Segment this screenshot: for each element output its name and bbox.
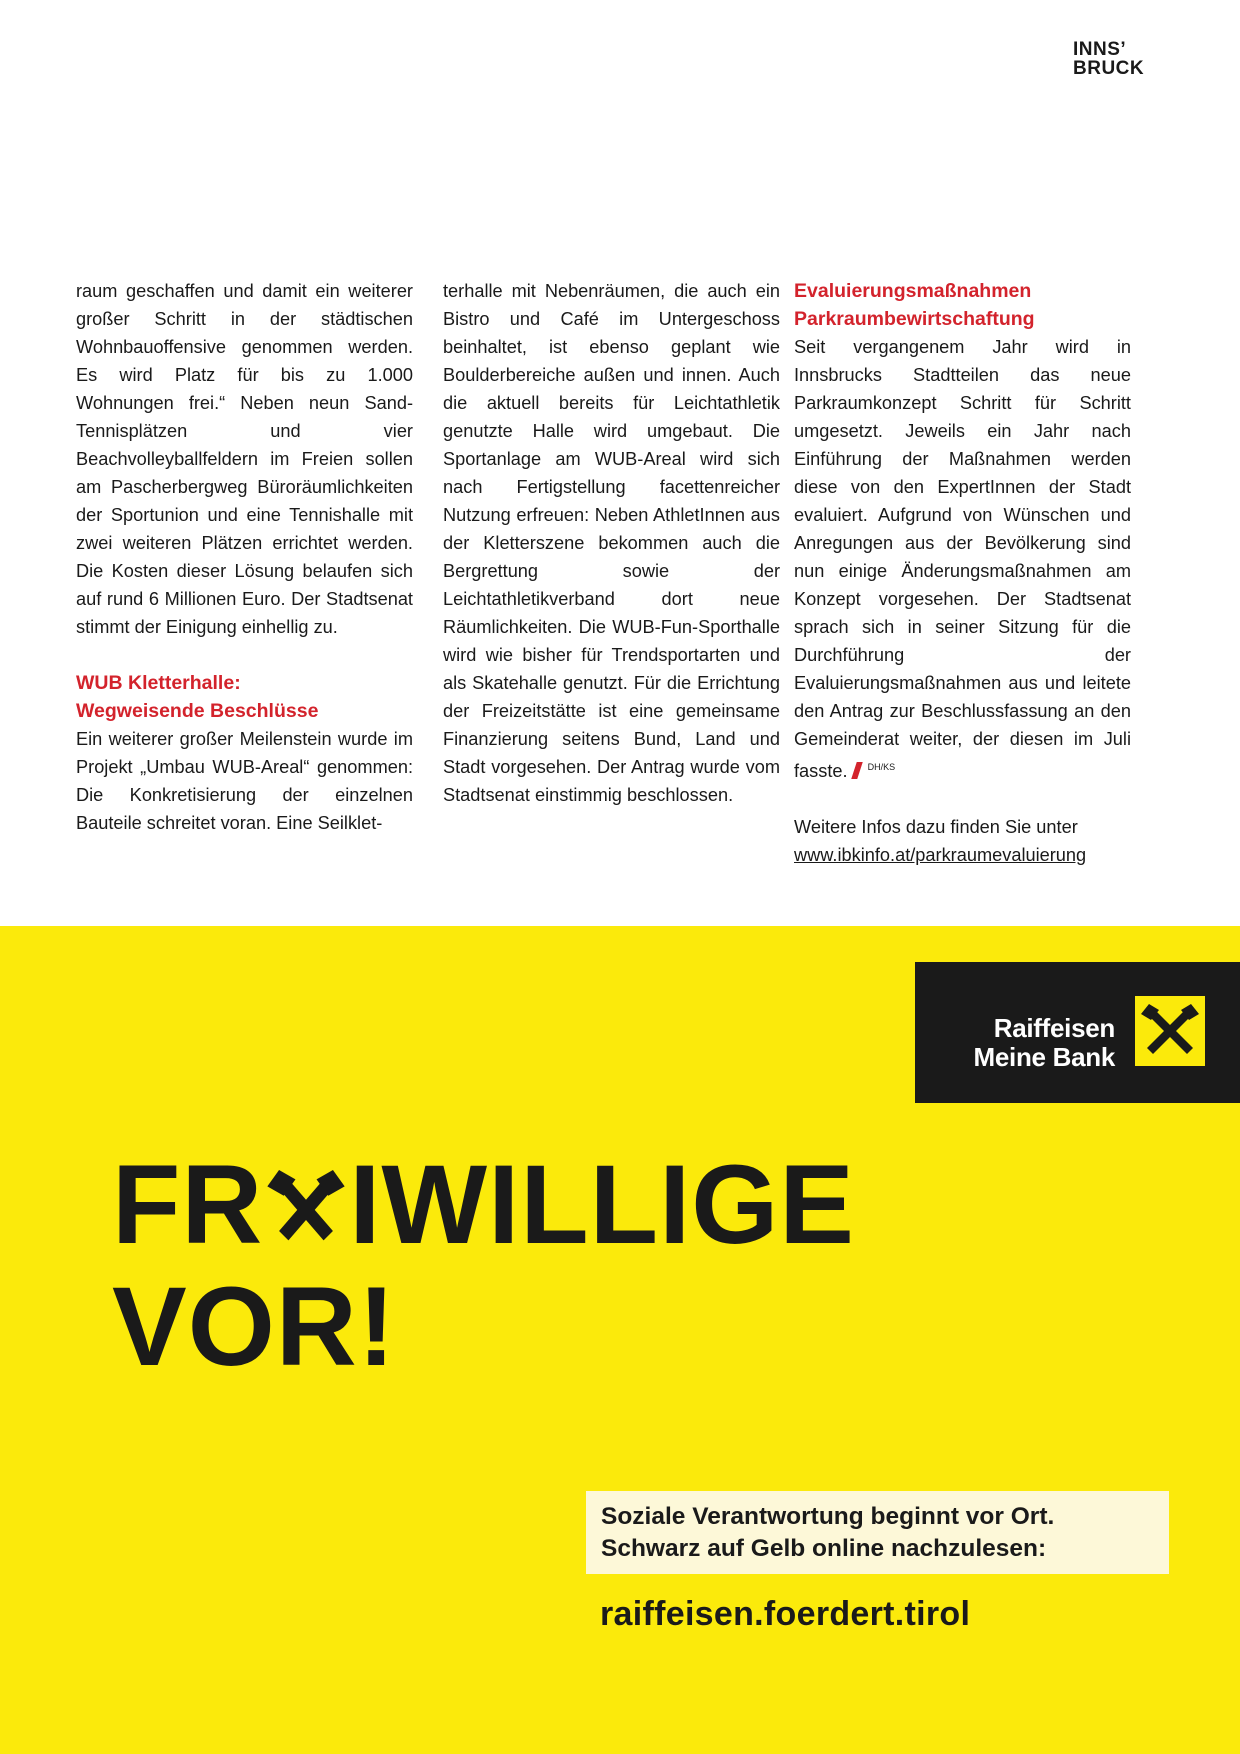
col1-heading: [76, 669, 413, 725]
ad-tagline-box: [586, 1491, 1169, 1574]
end-mark-icon: [851, 762, 863, 779]
brand-line-1: Raiffeisen: [993, 1013, 1115, 1043]
innsbruck-logo: [1073, 40, 1144, 78]
col1-heading-line-2: Wegweisende Beschlüsse: [76, 700, 319, 722]
parkraum-link[interactable]: www.ibkinfo.at/parkraumevaluierung: [794, 845, 1087, 866]
col3-heading-line-1: Evaluierungsmaßnahmen: [794, 280, 1032, 302]
tagline-line-2: Schwarz auf Gelb online nachzulesen:: [601, 1535, 1047, 1562]
ad-headline: [112, 1144, 855, 1388]
col1-paragraph-1: raum geschaffen und damit ein weiterer großer Schritt in der städtischen Wohnbauoffensive genommen werden. Es wird Platz für bis zu 1.000 Wohnungen frei.“ Neben neun Sand-Tennisplätzen und vier Beachvolleyballfeldern im Freien sollen am Pascherbergweg Büroräumlichkeiten der Sportunion und eine Tennishalle mit zwei weiteren Plätzen errichtet werden. Die Kosten dieser Lösung belaufen sich auf rund 6 Millionen Euro. Der Stadtsenat stimmt der Einigung einhellig zu.: [76, 281, 413, 637]
brand-line-2: Meine Bank: [973, 1042, 1115, 1072]
logo-line-2: BRUCK: [1073, 58, 1145, 79]
author-signature: DH/KS: [867, 762, 896, 772]
headline-part-2: IWILLIGE: [349, 1142, 856, 1267]
ad-url-link[interactable]: raiffeisen.foerdert.tirol: [600, 1595, 971, 1633]
col2-paragraph-1: terhalle mit Nebenräumen, die auch ein Bistro und Café im Untergeschoss beinhaltet, ist ebenso geplant wie Boulderbereiche außen und innen. Auch die aktuell bereits für Leichtathletik genutzte Halle wird umgebaut. Die Sportanlage am WUB-Areal wird sich nach Fertigstellung facettenreicher Nutzung erfreuen: Neben AthletInnen aus der Kletterszene bekommen auch die Bergrettung sowie der Leichtathletikverband dort neue Räumlichkeiten. Die WUB-Fun-Sporthalle wird wie bisher für Trendsportarten und als Skatehalle genutzt. Für die Errichtung der Freizeitstätte ist eine gemeinsame Finanzierung seitens Bund, Land und Stadt vorgesehen. Der Antrag wurde vom Stadtsenat einstimmig beschlossen.: [443, 281, 780, 805]
brand-name: [974, 1014, 1116, 1072]
giebelkreuz-icon: [1135, 996, 1205, 1066]
tagline-line-1: Soziale Verantwortung beginnt vor Ort.: [601, 1503, 1055, 1530]
logo-line-1: INNS’: [1073, 39, 1127, 60]
giebelkreuz-icon: [265, 1163, 347, 1245]
headline-line-1: [112, 1144, 855, 1266]
col3-heading: [794, 277, 1131, 333]
col3-paragraph-1: [794, 333, 1131, 785]
raiffeisen-advertisement: [0, 926, 1240, 1754]
article-column-3: [794, 277, 1131, 869]
col1-heading-line-1: WUB Kletterhalle:: [76, 672, 241, 694]
raiffeisen-brand-box: [915, 962, 1240, 1103]
col3-heading-line-2: Parkraumbewirtschaftung: [794, 308, 1035, 330]
col3-paragraph-text: Seit vergangenem Jahr wird in Innsbrucks Stadtteilen das neue Parkraumkonzept Schritt für Schritt umgesetzt. Jeweils ein Jahr nach Einführung der Maßnahmen werden diese von den ExpertInnen der Stadt evaluiert. Aufgrund von Wünschen und Anregungen aus der Bevölkerung sind nun einige Änderungsmaßnahmen am Konzept vorgesehen. Der Stadtsenat sprach sich in seiner Sitzung für die Durchführung der Evaluierungsmaßnahmen aus und leitete den Antrag zur Beschlussfassung an den Gemeinderat weiter, der diesen im Juli fasste.: [794, 337, 1131, 782]
headline-line-2: VOR!: [112, 1264, 396, 1389]
headline-part-1: FR: [112, 1142, 264, 1267]
more-info-text: Weitere Infos dazu finden Sie unter: [794, 817, 1078, 838]
article-column-1: [76, 277, 413, 837]
article-column-2: [443, 277, 780, 809]
col1-paragraph-2: Ein weiterer großer Meilenstein wurde im Projekt „Umbau WUB-Areal“ genommen: Die Konkretisierung der einzelnen Bauteile schreitet voran. Eine Seilklet-: [76, 729, 413, 833]
